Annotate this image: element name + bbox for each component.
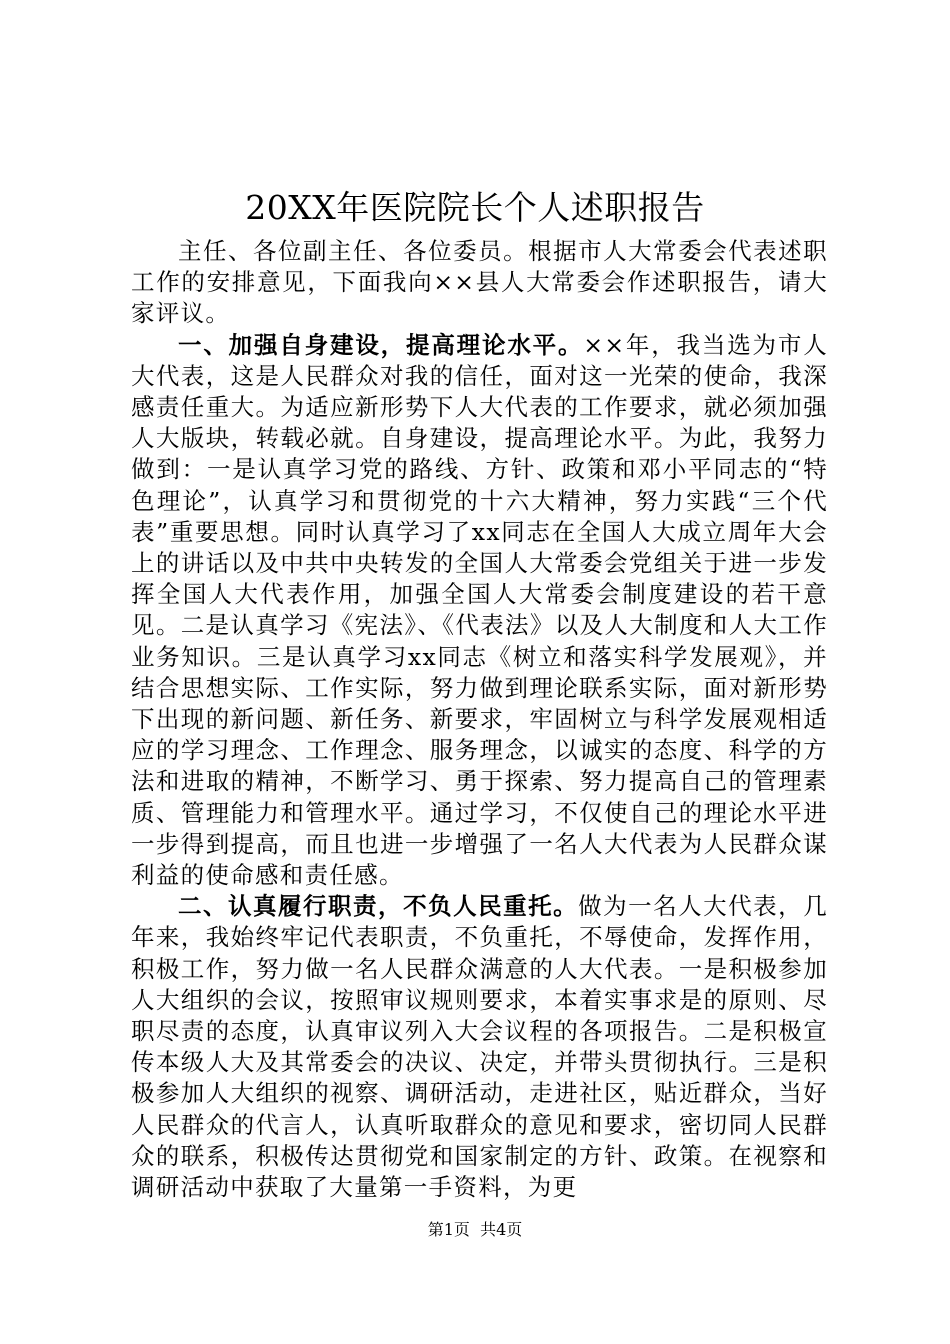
page-total-label: 共4页 [480, 1220, 523, 1239]
paragraph-section-2 [131, 891, 828, 1203]
page-number-label: 第1页 [427, 1220, 470, 1239]
document-title: 20XX年医院院长个人述职报告 [245, 188, 705, 227]
page-footer [0, 1219, 950, 1241]
paragraph-heading: 一、加强自身建设，提高理论水平。 [178, 330, 584, 359]
paragraph-text: 主任、各位副主任、各位委员。根据市人大常委会代表述职工作的安排意见，下面我向××县人大常委会作述职报告，请大家评议。 [131, 237, 828, 328]
paragraph-heading: 二、认真履行职责，不负人民重托。 [178, 892, 579, 921]
paragraph-text: ××年，我当选为市人大代表，这是人民群众对我的信任，面对这一光荣的使命，我深感责任重大。为适应新形势下人大代表的工作要求，就必须加强人大版块，转载必就。自身建设，提高理论水平。为此，我努力做到：一是认真学习党的路线、方针、政策和邓小平同志的“特色理论”，认真学习和贯彻党的十六大精神，努力实践“三个代表”重要思想。同时认真学习了xx同志在全国人大成立周年大会上的讲话以及中共中央转发的全国人大常委会党组关于进一步发挥全国人大代表作用，加强全国人大常委会制度建设的若干意见。二是认真学习《宪法》、《代表法》以及人大制度和人大工作业务知识。三是认真学习xx同志《树立和落实科学发展观》，并结合思想实际、工作实际，努力做到理论联系实际，面对新形势下出现的新问题、新任务、新要求，牢固树立与科学发展观相适应的学习理念、工作理念、服务理念，以诚实的态度、科学的方法和进取的精神，不断学习、勇于探索、努力提高自己的管理素质、管理能力和管理水平。通过学习，不仅使自己的理论水平进一步得到提高，而且也进一步增强了一名人大代表为人民群众谋利益的使命感和责任感。 [131, 330, 828, 890]
document-body [131, 236, 828, 1203]
paragraph-intro [131, 236, 828, 330]
paragraph-section-1 [131, 330, 828, 892]
paragraph-text: 做为一名人大代表，几年来，我始终牢记代表职责，不负重托，不辱使命，发挥作用，积极工作，努力做一名人民群众满意的人大代表。一是积极参加人大组织的会议，按照审议规则要求，本着实事求是的原则、尽职尽责的态度，认真审议列入大会议程的各项报告。二是积极宣传本级人大及其常委会的决议、决定，并带头贯彻执行。三是积极参加人大组织的视察、调研活动，走进社区，贴近群众，当好人民群众的代言人，认真听取群众的意见和要求，密切同人民群众的联系，积极传达贯彻党和国家制定的方针、政策。在视察和调研活动中获取了大量第一手资料，为更 [131, 892, 828, 1202]
